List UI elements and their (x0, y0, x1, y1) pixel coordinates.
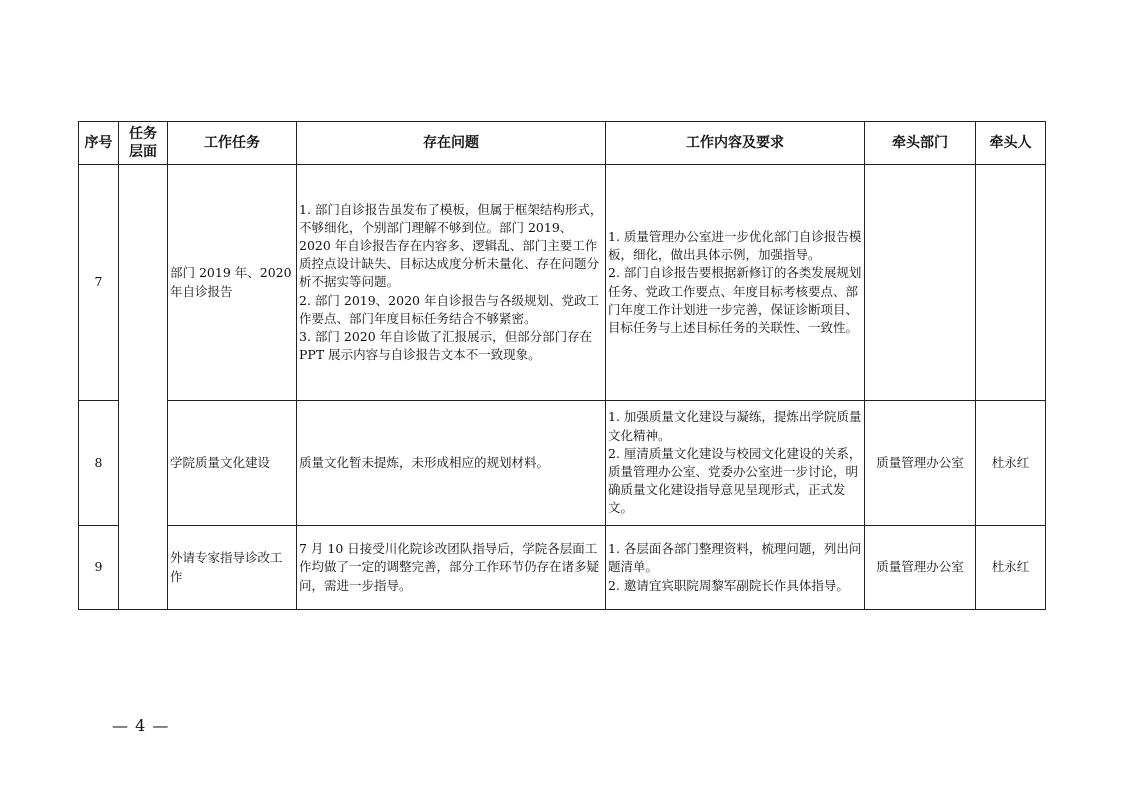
requirement-item: 1. 各层面各部门整理资料，梳理问题，列出问题清单。 (608, 541, 862, 575)
problem-item: 3. 部门 2020 年自诊做了汇报展示，但部分部门存在 PPT 展示内容与自诊报告文本不一致现象。 (299, 329, 593, 363)
cell-task: 部门 2019 年、2020 年自诊报告 (168, 165, 297, 401)
cell-seq: 7 (79, 165, 119, 401)
problem-item: 质量文化暂未提炼，未形成相应的规划材料。 (299, 454, 550, 470)
requirement-item: 2. 部门自诊报告要根据新修订的各类发展规划任务、党政工作要点、年度目标考核要点、部门年度工作计划进一步完善，保证诊断项目、目标任务与上述目标任务的关联性、一致性。 (608, 265, 862, 335)
requirement-item: 1. 加强质量文化建设与凝练，提炼出学院质量文化精神。 (608, 409, 862, 443)
table-header-row (79, 122, 1046, 165)
header-dept: 牵头部门 (865, 122, 976, 165)
cell-requirement (606, 401, 865, 526)
cell-problem (297, 401, 606, 526)
problem-item: 1. 部门自诊报告虽发布了模板，但属于框架结构形式，不够细化，个别部门理解不够到位。部门 2019、2020 年自诊报告存在内容多、逻辑乱、部门主要工作质控点设计缺失、目标达成度分析未量化、存在问题分析不据实等问题。 (299, 201, 603, 290)
cell-requirement (606, 165, 865, 401)
table-row (79, 165, 1046, 401)
requirement-item: 2. 厘清质量文化建设与校园文化建设的关系，质量管理办公室、党委办公室进一步讨论，明确质量文化建设指导意见呈现形式，正式发文。 (608, 445, 862, 516)
header-level (119, 122, 168, 165)
problem-item: 2. 部门 2019、2020 年自诊报告与各级规划、党政工作要点、部门年度目标任务结合不够紧密。 (299, 292, 599, 326)
cell-dept: 质量管理办公室 (865, 526, 976, 610)
cell-person (976, 165, 1046, 401)
cell-person: 杜永红 (976, 401, 1046, 526)
task-table-container (78, 121, 1045, 610)
header-person: 牵头人 (976, 122, 1046, 165)
header-problem: 存在问题 (297, 122, 606, 165)
cell-problem (297, 526, 606, 610)
header-seq: 序号 (79, 122, 119, 165)
cell-problem (297, 165, 606, 401)
header-task: 工作任务 (168, 122, 297, 165)
table-row (79, 526, 1046, 610)
cell-person: 杜永红 (976, 526, 1046, 610)
cell-dept: 质量管理办公室 (865, 401, 976, 526)
cell-level-merged (119, 165, 168, 610)
cell-seq: 8 (79, 401, 119, 526)
table-row (79, 401, 1046, 526)
requirement-item: 1. 质量管理办公室进一步优化部门自诊报告模板，细化，做出具体示例，加强指导。 (608, 228, 862, 263)
cell-requirement (606, 526, 865, 610)
page-number: — 4 — (112, 716, 170, 735)
cell-seq: 9 (79, 526, 119, 610)
cell-task: 学院质量文化建设 (168, 401, 297, 526)
header-requirement: 工作内容及要求 (606, 122, 865, 165)
cell-dept (865, 165, 976, 401)
task-table (78, 121, 1046, 610)
header-level-text: 任务 层面 (129, 126, 157, 160)
requirement-item: 2. 邀请宜宾职院周黎军副院长作具体指导。 (608, 577, 849, 593)
problem-item: 7 月 10 日接受川化院诊改团队指导后，学院各层面工作均做了一定的调整完善，部分工作环节仍存在诸多疑问，需进一步指导。 (299, 541, 600, 593)
cell-task: 外请专家指导诊改工作 (168, 526, 297, 610)
